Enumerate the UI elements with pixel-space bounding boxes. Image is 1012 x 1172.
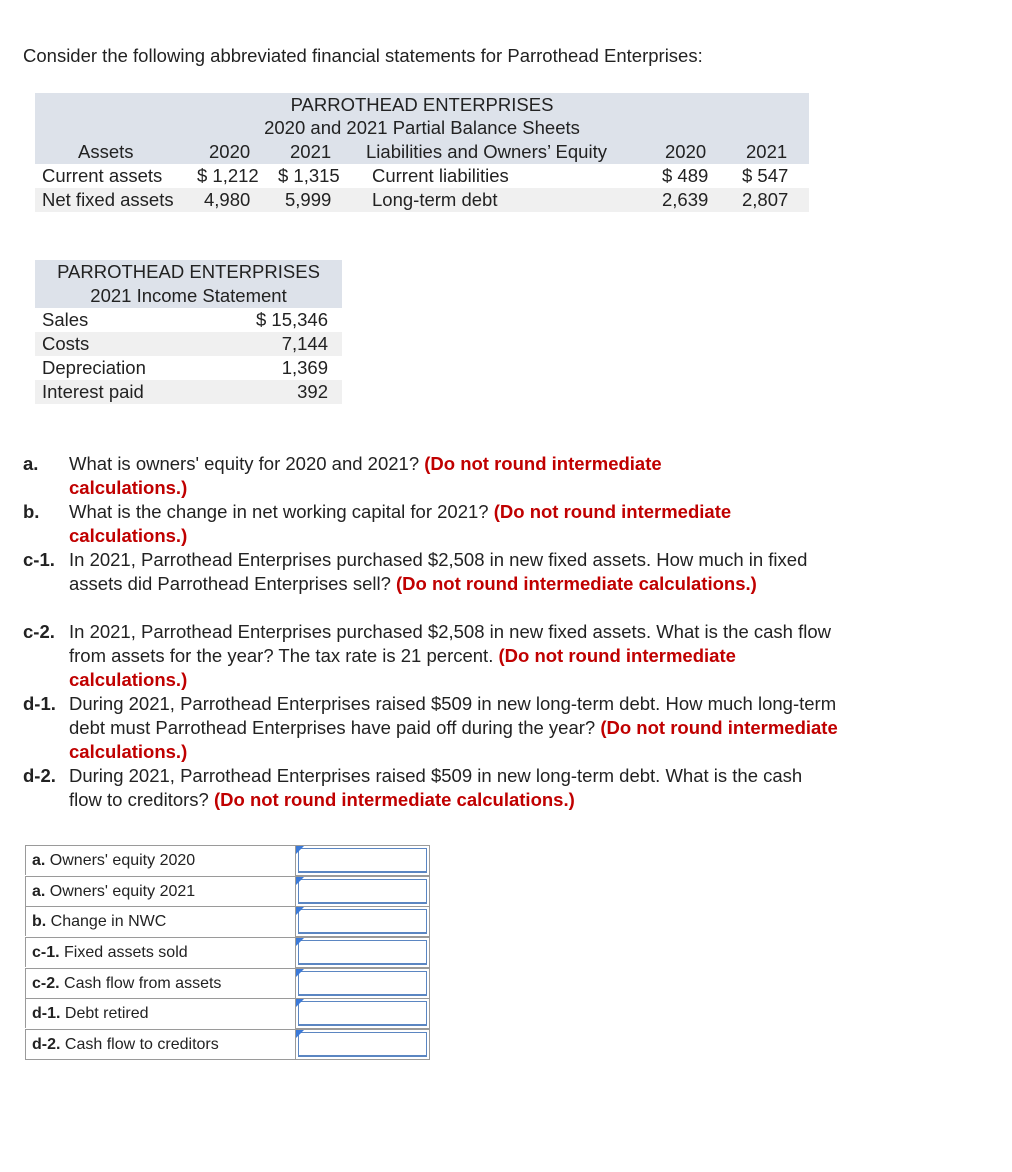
table-row: [35, 164, 809, 188]
answer-row: [25, 1029, 430, 1060]
answer-label: [25, 937, 295, 967]
input-marker-icon: [296, 907, 304, 915]
answer-row: [25, 998, 430, 1029]
row-value: $ 15,346: [255, 309, 328, 330]
answer-label-text: Fixed assets sold: [64, 944, 188, 961]
row-value: 7,144: [281, 333, 328, 354]
answer-input-change-nwc[interactable]: [295, 906, 430, 937]
answer-prefix: c-1.: [32, 944, 60, 961]
table-row: [35, 356, 342, 380]
input-marker-icon: [296, 1030, 304, 1038]
question-text: What is the change in net working capital for 2021?: [69, 501, 489, 522]
answer-label: [25, 1029, 295, 1060]
answer-label: [25, 876, 295, 906]
answer-label: [25, 845, 295, 875]
question-label: b.: [23, 501, 40, 522]
answer-prefix: a.: [32, 852, 46, 869]
answer-row: [25, 906, 430, 937]
row-value: 392: [297, 381, 328, 402]
question-note: (Do not round intermediate calculations.): [213, 789, 575, 810]
row-liab-label: Current liabilities: [372, 165, 509, 186]
table-row: [35, 308, 342, 332]
answer-prefix: c-2.: [32, 975, 60, 992]
answer-row: [25, 968, 430, 999]
row-label: Interest paid: [42, 381, 144, 402]
question-text: In 2021, Parrothead Enterprises purchased $2,508 in new fixed assets. What is the cash flow from assets for the year? The tax rate is 21 percent.: [69, 621, 832, 666]
table-row: [35, 380, 342, 404]
question-note: (Do not round intermediate calculations.): [396, 573, 757, 594]
question-text: During 2021, Parrothead Enterprises raised $509 in new long-term debt. How much long-term debt must Parrothead Enterprises have paid off during the year?: [69, 693, 837, 738]
answer-prefix: b.: [32, 913, 47, 930]
row-liab-2020: 2,639: [662, 189, 709, 210]
table-row: [35, 332, 342, 356]
intro-text: Consider the following abbreviated financial statements for Parrothead Enterprises:: [23, 45, 703, 66]
input-focus-ring[interactable]: [298, 909, 427, 934]
answer-label: [25, 968, 295, 998]
answer-label-text: Cash flow to creditors: [64, 1036, 219, 1053]
table-row: [35, 188, 809, 212]
answer-input-owners-equity-2020[interactable]: [295, 845, 430, 876]
input-focus-ring[interactable]: [298, 1032, 427, 1057]
income-statement-subtitle: 2021 Income Statement: [90, 285, 287, 306]
row-label: Current assets: [42, 165, 163, 186]
row-value-2020: $ 1,212: [197, 165, 259, 186]
answer-prefix: d-1.: [32, 1005, 61, 1022]
col-liabilities: Liabilities and Owners’ Equity: [366, 141, 607, 162]
balance-sheet-subtitle: 2020 and 2021 Partial Balance Sheets: [264, 117, 580, 138]
balance-sheet-company: PARROTHEAD ENTERPRISES: [290, 94, 554, 115]
answer-label: [25, 998, 295, 1028]
answer-row: [25, 845, 430, 876]
row-label: Depreciation: [42, 357, 146, 378]
answer-label-text: Debt retired: [64, 1005, 149, 1022]
row-value-2021: 5,999: [285, 189, 332, 210]
input-marker-icon: [296, 969, 304, 977]
question-text: What is owners' equity for 2020 and 2021?: [69, 453, 420, 474]
answer-label-text: Owners' equity 2020: [49, 852, 196, 869]
row-label: Sales: [42, 309, 89, 330]
row-liab-label: Long-term debt: [372, 189, 498, 210]
answer-label-text: Cash flow from assets: [64, 975, 222, 992]
question-label: d-1.: [23, 693, 56, 714]
col-assets: Assets: [78, 141, 134, 162]
question-note: (Do not round intermediate calculations.): [69, 645, 736, 690]
input-focus-ring[interactable]: [298, 940, 427, 965]
row-liab-2020: $ 489: [662, 165, 709, 186]
answer-input-debt-retired[interactable]: [295, 998, 430, 1029]
row-value-2021: $ 1,315: [278, 165, 340, 186]
row-liab-2021: 2,807: [742, 189, 789, 210]
answer-prefix: d-2.: [32, 1036, 61, 1053]
col-liab-2021: 2021: [746, 141, 788, 162]
question-text: In 2021, Parrothead Enterprises purchased $2,508 in new fixed assets. How much in fixed assets did Parrothead Enterprises sell?: [69, 549, 808, 594]
question-note: (Do not round intermediate calculations.): [69, 453, 662, 498]
question-label: c-1.: [23, 549, 55, 570]
row-label: Net fixed assets: [42, 189, 174, 210]
input-focus-ring[interactable]: [298, 971, 427, 996]
question-note: (Do not round intermediate calculations.): [69, 717, 838, 762]
row-liab-2021: $ 547: [742, 165, 789, 186]
col-assets-2020: 2020: [209, 141, 251, 162]
col-liab-2020: 2020: [665, 141, 707, 162]
answer-input-cash-flow-to-creditors[interactable]: [295, 1029, 430, 1060]
input-focus-ring[interactable]: [298, 879, 427, 904]
balance-sheet-table: [35, 93, 809, 212]
question-label: d-2.: [23, 765, 56, 786]
income-statement-header: [35, 260, 342, 308]
answer-input-owners-equity-2021[interactable]: [295, 876, 430, 907]
row-label: Costs: [42, 333, 90, 354]
question-label: a.: [23, 453, 39, 474]
answer-prefix: a.: [32, 883, 46, 900]
answer-row: [25, 876, 430, 907]
row-value-2020: 4,980: [204, 189, 251, 210]
col-assets-2021: 2021: [290, 141, 332, 162]
input-focus-ring[interactable]: [298, 848, 427, 873]
input-marker-icon: [296, 938, 304, 946]
question-text: During 2021, Parrothead Enterprises raised $509 in new long-term debt. What is the cash flow to creditors?: [69, 765, 803, 810]
answer-label: [25, 906, 295, 936]
input-marker-icon: [296, 999, 304, 1007]
answer-input-cash-flow-from-assets[interactable]: [295, 968, 430, 999]
income-statement-table: [35, 260, 342, 404]
row-value: 1,369: [281, 357, 328, 378]
answer-label-text: Change in NWC: [50, 913, 167, 930]
balance-sheet-header: [35, 93, 809, 164]
question-note: (Do not round intermediate calculations.): [69, 501, 732, 546]
input-focus-ring[interactable]: [298, 1001, 427, 1026]
input-marker-icon: [296, 846, 304, 854]
answer-input-fixed-assets-sold[interactable]: [295, 937, 430, 968]
answer-row: [25, 937, 430, 968]
input-marker-icon: [296, 877, 304, 885]
answer-label-text: Owners' equity 2021: [49, 883, 196, 900]
income-statement-company: PARROTHEAD ENTERPRISES: [57, 261, 320, 282]
question-label: c-2.: [23, 621, 55, 642]
